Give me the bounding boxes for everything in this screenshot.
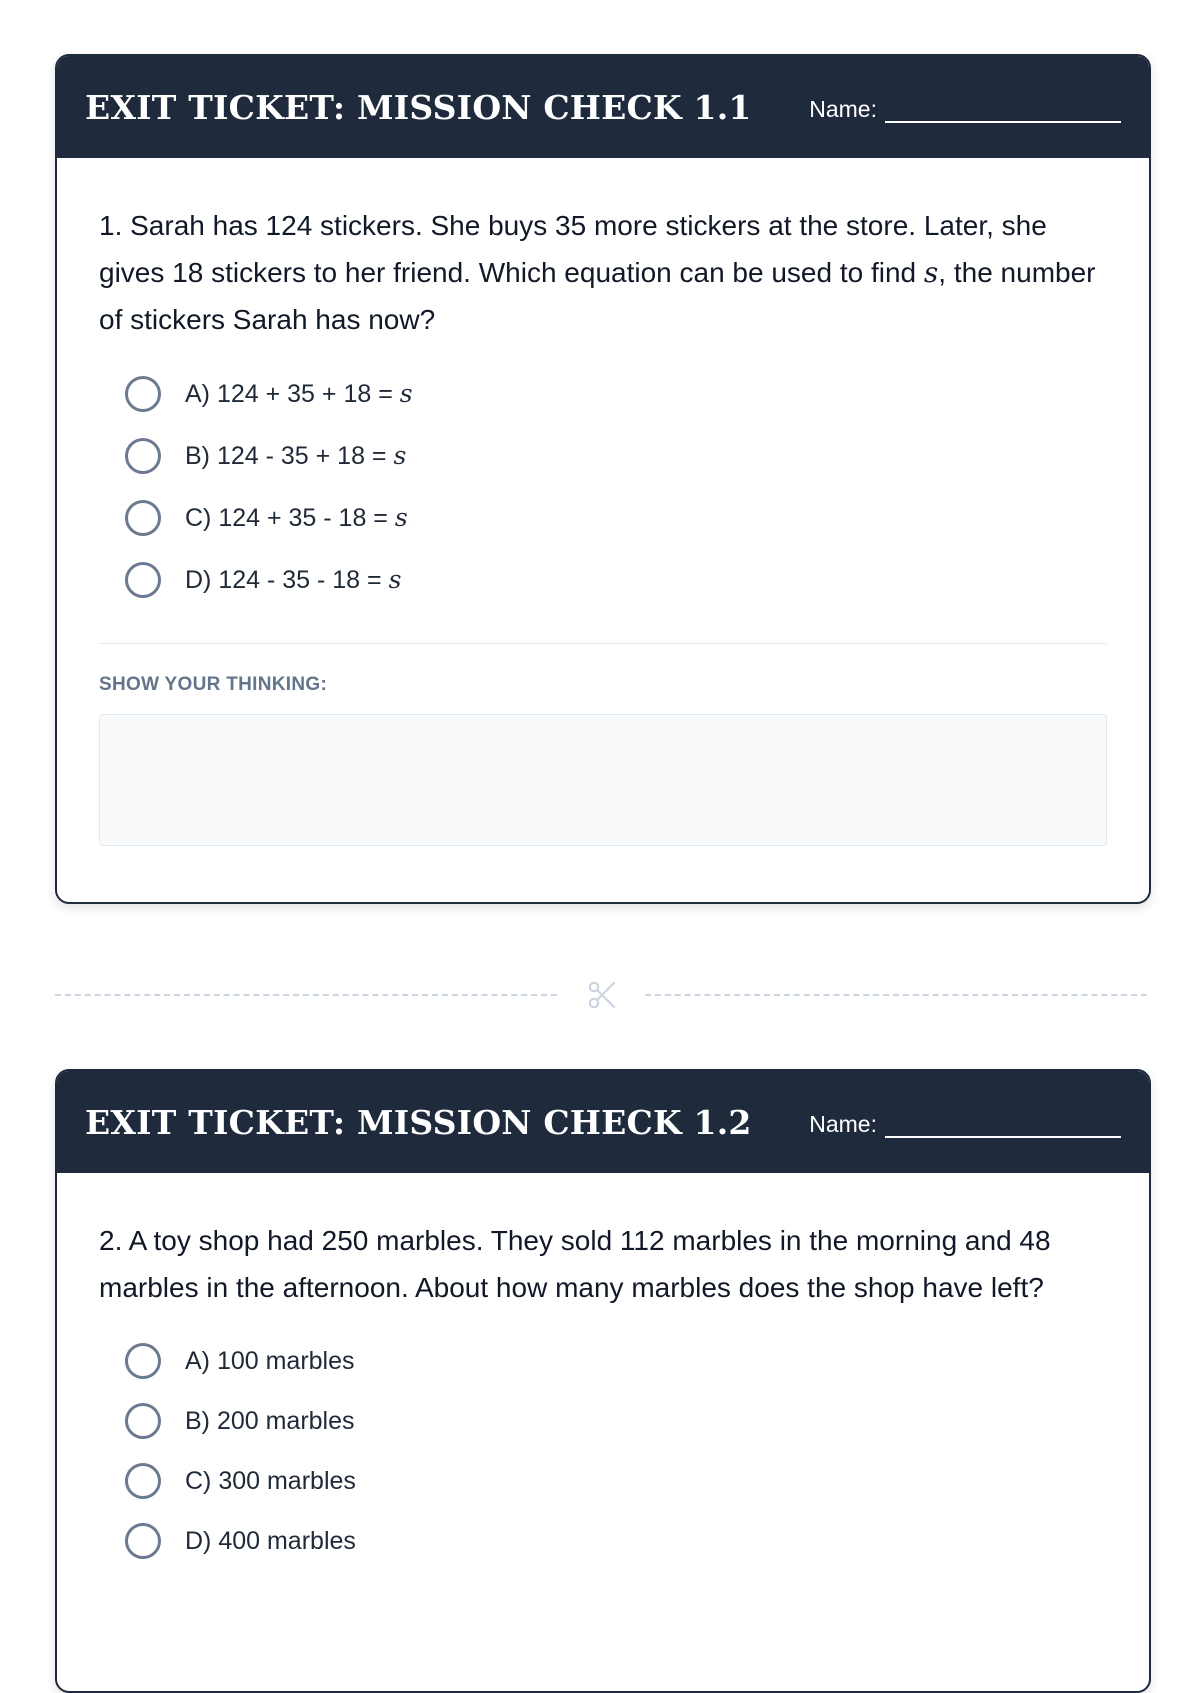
name-field xyxy=(809,1111,1121,1138)
question-text xyxy=(99,202,1107,343)
cut-dash-right xyxy=(645,994,1147,996)
option-c[interactable] xyxy=(125,487,1107,549)
ticket-body xyxy=(57,1173,1149,1571)
answer-options xyxy=(99,1331,1107,1571)
radio-button[interactable] xyxy=(125,438,161,474)
name-blank-line[interactable] xyxy=(885,1118,1121,1138)
ticket-title: EXIT TICKET: MISSION CHECK 1.1 xyxy=(85,87,752,127)
question-text-part: , the number of stickers Sarah has now? xyxy=(99,257,1096,335)
answer-options xyxy=(99,363,1107,611)
cut-line xyxy=(55,984,1147,1006)
option-label: B) 200 marbles xyxy=(185,1406,355,1435)
radio-button[interactable] xyxy=(125,1343,161,1379)
thinking-work-area[interactable] xyxy=(99,714,1107,846)
option-label: C) 300 marbles xyxy=(185,1466,356,1495)
radio-button[interactable] xyxy=(125,1463,161,1499)
name-blank-line[interactable] xyxy=(885,103,1121,123)
option-label: B) 124 - 35 + 18 = s xyxy=(185,441,407,470)
option-label: A) 100 marbles xyxy=(185,1346,355,1375)
ticket-header xyxy=(57,1071,1149,1173)
name-label: Name: xyxy=(809,95,877,122)
option-b[interactable] xyxy=(125,425,1107,487)
radio-button[interactable] xyxy=(125,1403,161,1439)
radio-button[interactable] xyxy=(125,1523,161,1559)
ticket-header xyxy=(57,56,1149,158)
cut-dash-left xyxy=(55,994,557,996)
option-b[interactable] xyxy=(125,1391,1107,1451)
exit-ticket-1 xyxy=(55,54,1151,904)
option-a[interactable] xyxy=(125,363,1107,425)
radio-button[interactable] xyxy=(125,562,161,598)
option-d[interactable] xyxy=(125,549,1107,611)
exit-ticket-2 xyxy=(55,1069,1151,1693)
question-text: 2. A toy shop had 250 marbles. They sold 112 marbles in the morning and 48 marbles in the afternoon. About how many marbles does the shop have left? xyxy=(99,1225,1051,1303)
section-divider xyxy=(99,643,1107,644)
option-c[interactable] xyxy=(125,1451,1107,1511)
ticket-title: EXIT TICKET: MISSION CHECK 1.2 xyxy=(85,1102,752,1142)
question-text-part: 1. Sarah has 124 stickers. She buys 35 more stickers at the store. Later, she gives 18 stickers to her friend. Which equation can be used to find xyxy=(99,210,1047,288)
option-label: C) 124 + 35 - 18 = s xyxy=(185,503,408,532)
question-variable: s xyxy=(923,256,939,289)
option-d[interactable] xyxy=(125,1511,1107,1571)
option-label: D) 124 - 35 - 18 = s xyxy=(185,565,402,594)
name-label: Name: xyxy=(809,1110,877,1137)
show-thinking-label: SHOW YOUR THINKING: xyxy=(99,674,328,695)
ticket-body xyxy=(57,158,1149,846)
scissors-icon xyxy=(585,978,619,1012)
option-label: D) 400 marbles xyxy=(185,1526,356,1555)
radio-button[interactable] xyxy=(125,376,161,412)
radio-button[interactable] xyxy=(125,500,161,536)
name-field xyxy=(809,96,1121,123)
option-a[interactable] xyxy=(125,1331,1107,1391)
option-label: A) 124 + 35 + 18 = s xyxy=(185,379,413,408)
